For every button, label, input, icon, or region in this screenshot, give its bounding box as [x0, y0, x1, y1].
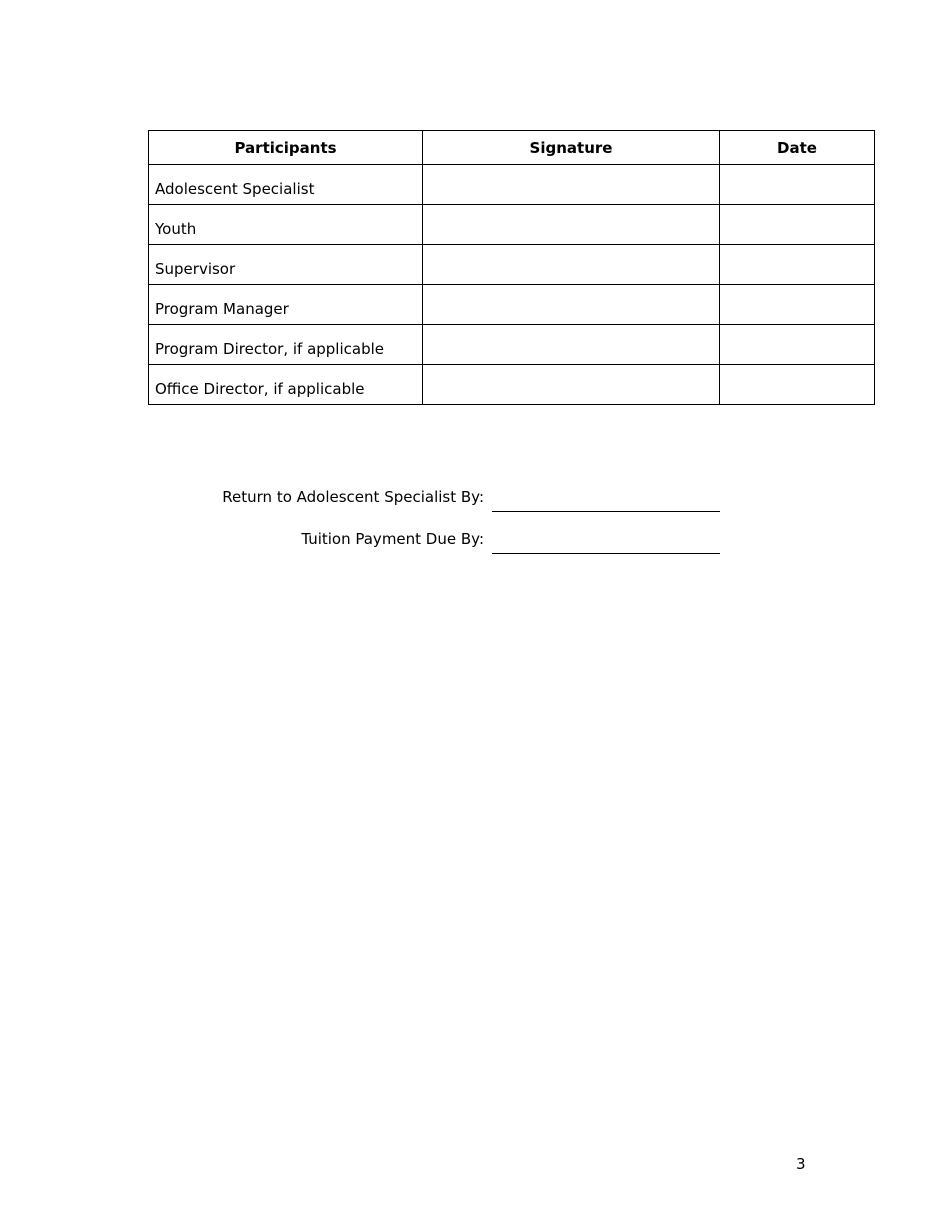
- table-row: [149, 165, 875, 205]
- participants-header: Participants: [149, 131, 423, 165]
- date-cell[interactable]: [720, 165, 875, 205]
- return-by-line[interactable]: [492, 510, 720, 512]
- date-cell[interactable]: [720, 325, 875, 365]
- tuition-due-field: [150, 524, 720, 554]
- signature-cell[interactable]: [423, 245, 720, 285]
- tuition-due-line[interactable]: [492, 552, 720, 554]
- table-row: [149, 245, 875, 285]
- signature-cell[interactable]: [423, 325, 720, 365]
- date-cell[interactable]: [720, 205, 875, 245]
- table-row: [149, 325, 875, 365]
- tuition-due-label: Tuition Payment Due By:: [301, 530, 484, 548]
- signature-cell[interactable]: [423, 205, 720, 245]
- date-cell[interactable]: [720, 365, 875, 405]
- participant-name: Youth: [149, 205, 423, 245]
- participant-name: Program Manager: [149, 285, 423, 325]
- date-header: Date: [720, 131, 875, 165]
- signature-header: Signature: [423, 131, 720, 165]
- return-by-field: [150, 482, 720, 512]
- page-number: 3: [796, 1155, 806, 1173]
- date-cell[interactable]: [720, 245, 875, 285]
- signature-cell[interactable]: [423, 365, 720, 405]
- date-cell[interactable]: [720, 285, 875, 325]
- table-header-row: [149, 131, 875, 165]
- return-by-label: Return to Adolescent Specialist By:: [222, 488, 484, 506]
- signature-cell[interactable]: [423, 285, 720, 325]
- participant-name: Program Director, if applicable: [149, 325, 423, 365]
- table-row: [149, 365, 875, 405]
- signature-table: [148, 130, 875, 405]
- table-row: [149, 285, 875, 325]
- participant-name: Office Director, if applicable: [149, 365, 423, 405]
- signature-cell[interactable]: [423, 165, 720, 205]
- participant-name: Adolescent Specialist: [149, 165, 423, 205]
- participant-name: Supervisor: [149, 245, 423, 285]
- table-row: [149, 205, 875, 245]
